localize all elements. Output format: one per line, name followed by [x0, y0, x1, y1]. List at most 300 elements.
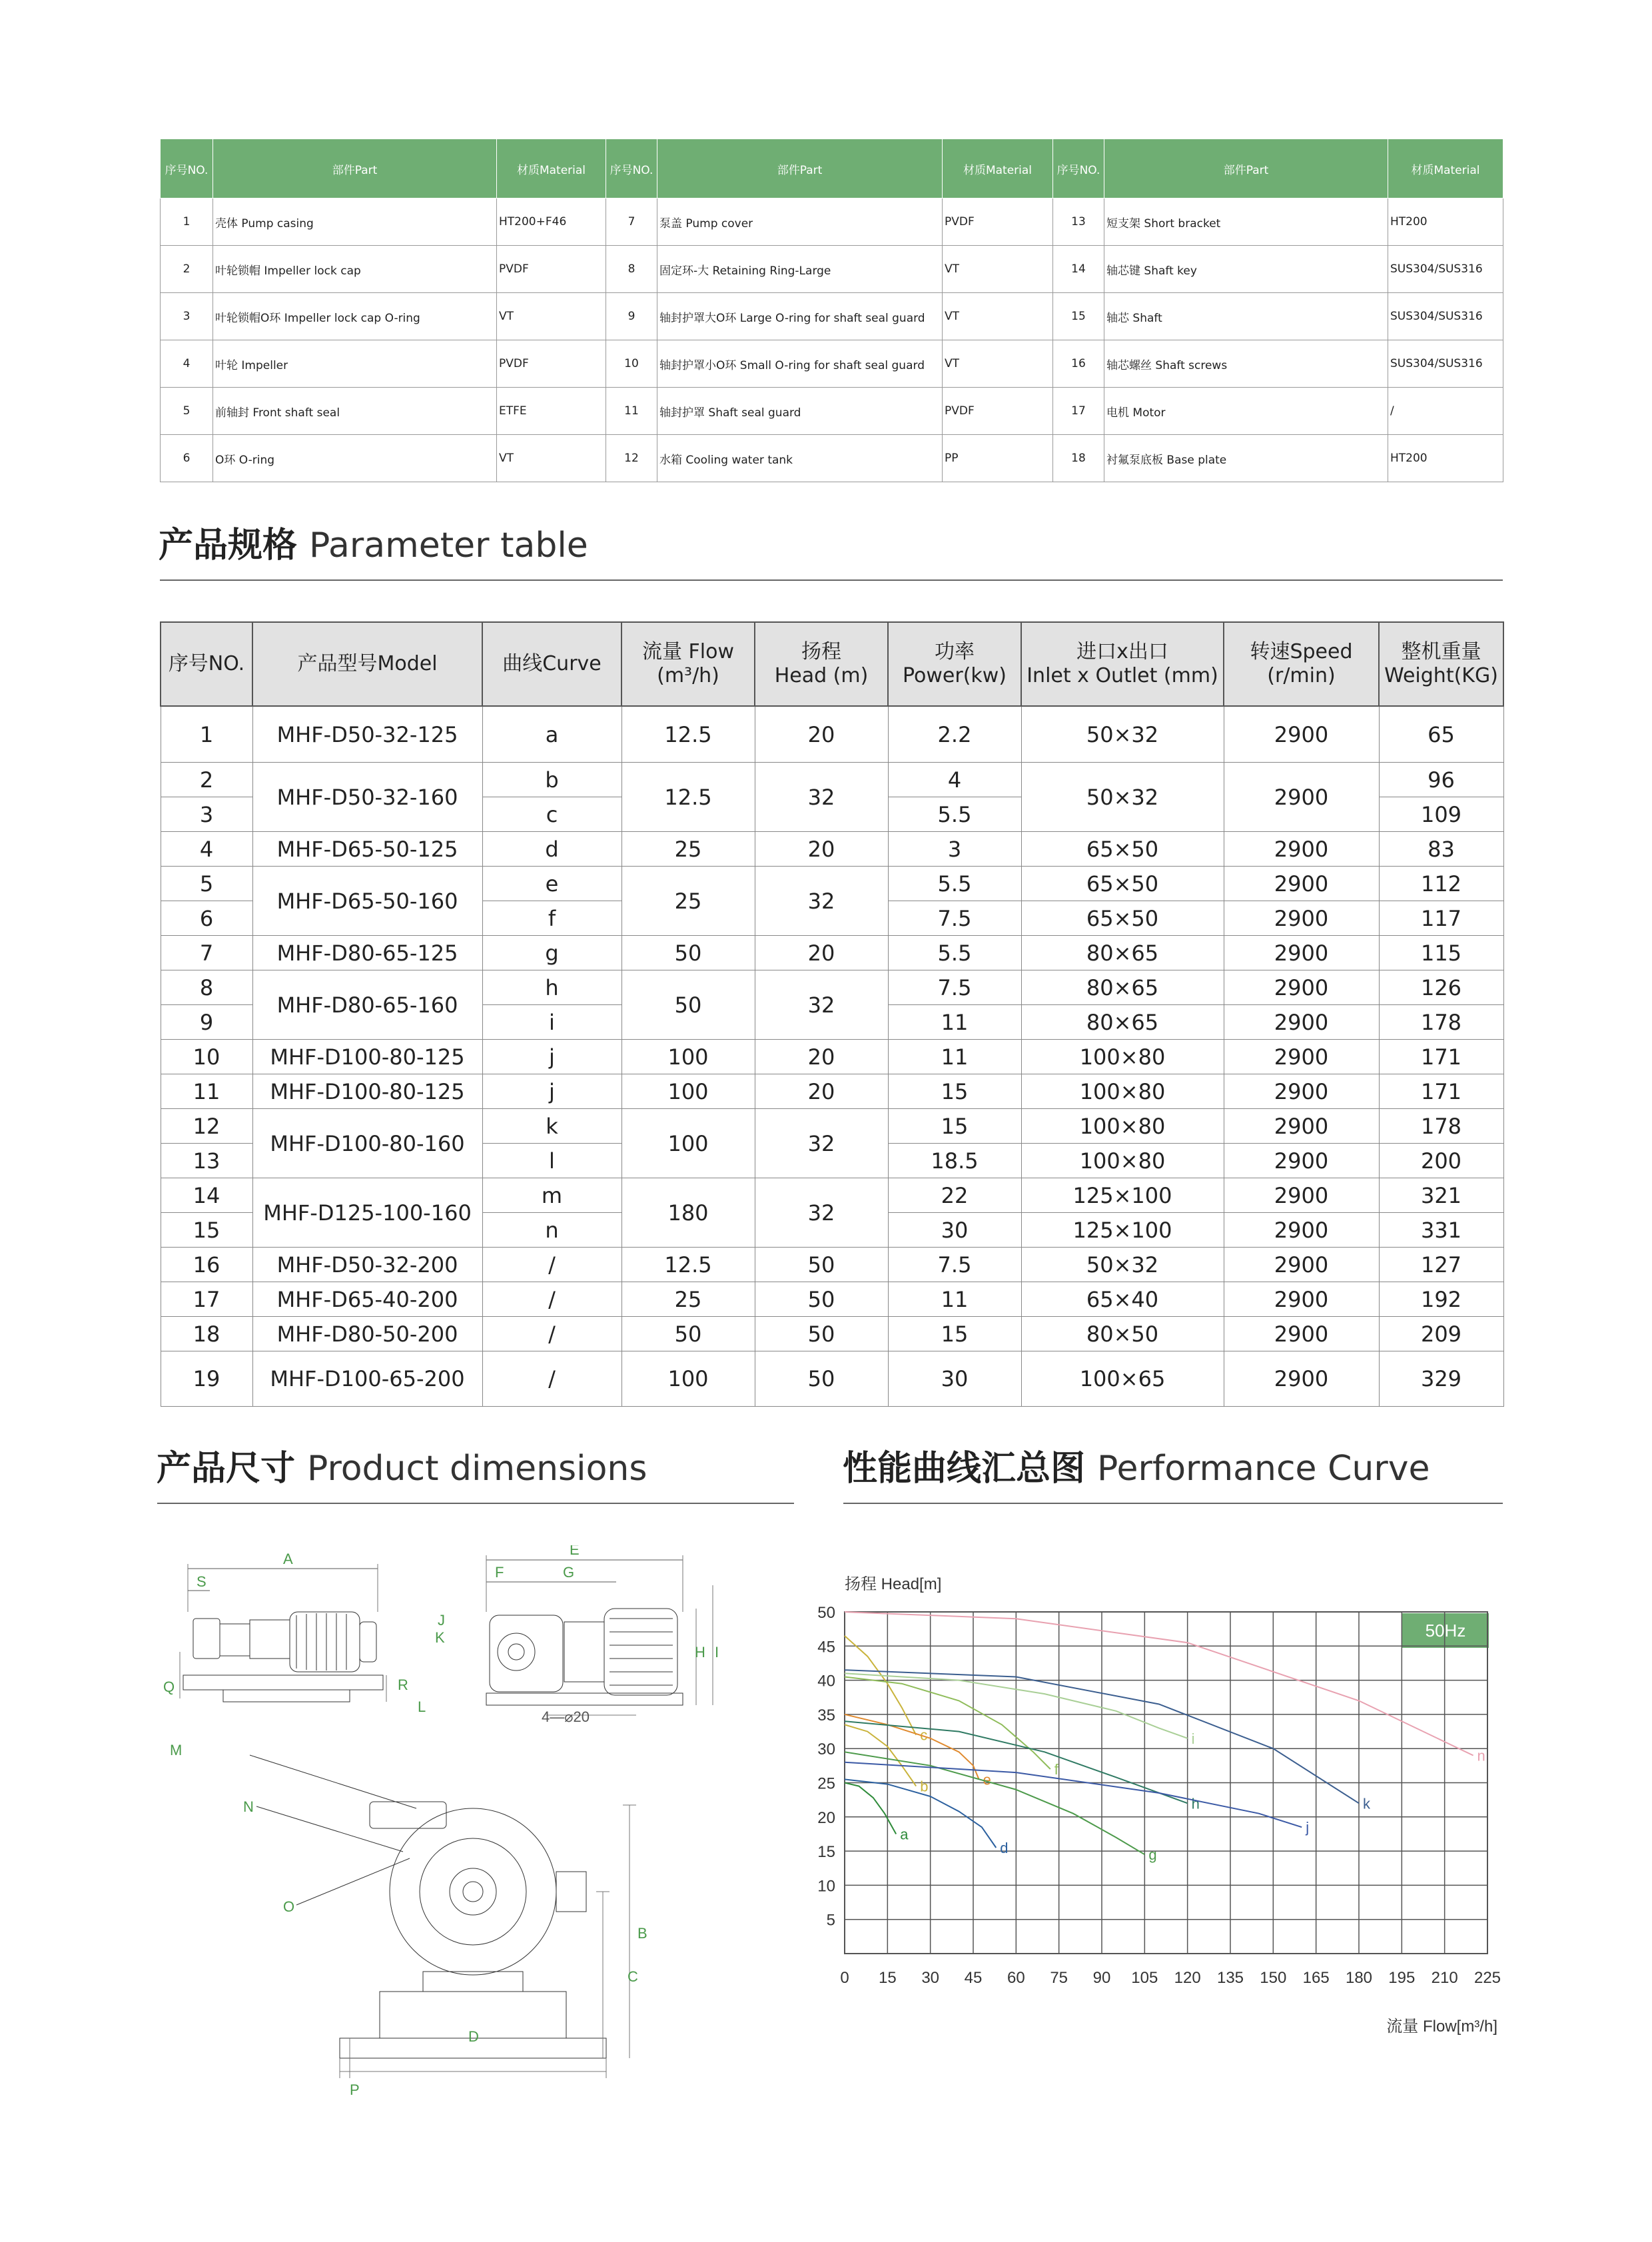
parameter-cell-speed: 2900 [1224, 1144, 1379, 1178]
curve-b [845, 1724, 916, 1786]
dim-label-o: O [283, 1898, 295, 1915]
parameter-cell-no: 15 [161, 1213, 252, 1248]
x-tick-label: 30 [921, 1969, 940, 1987]
dim-label-r: R [398, 1677, 408, 1693]
curve-label-f: f [1054, 1760, 1058, 1778]
parameter-cell-model: MHF-D100-80-160 [252, 1109, 482, 1178]
y-tick-label: 5 [826, 1911, 835, 1930]
parts-cell-part: 衬氟泵底板 Base plate [1104, 435, 1388, 482]
curve-f [845, 1677, 1050, 1770]
parameter-cell-io: 125×100 [1021, 1178, 1224, 1213]
parameter-cell-weight: 127 [1379, 1248, 1503, 1282]
parameter-cell-power: 15 [888, 1074, 1021, 1109]
parameter-row [161, 706, 1503, 763]
x-tick-label: 15 [878, 1969, 897, 1987]
parameter-cell-model: MHF-D100-80-125 [252, 1040, 482, 1074]
parameter-cell-speed: 2900 [1224, 1005, 1379, 1040]
x-tick-label: 105 [1131, 1969, 1158, 1987]
dim-label-m: M [170, 1742, 183, 1758]
x-tick-label: 210 [1431, 1969, 1458, 1987]
dim-label-k: K [435, 1629, 445, 1646]
header-inlet-outlet [1021, 622, 1224, 706]
parameter-cell-head: 20 [755, 1040, 888, 1074]
header-speed-1: 转速Speed [1250, 640, 1353, 663]
x-tick-label: 150 [1260, 1969, 1287, 1987]
parts-cell-no: 3 [161, 293, 213, 340]
dim-label-a: A [283, 1551, 293, 1567]
parameter-cell-power: 4 [888, 763, 1021, 797]
dimensions-title-en: Product dimensions [307, 1449, 647, 1489]
header-speed-2: (r/min) [1267, 664, 1336, 687]
dim-label-d: D [468, 2028, 479, 2045]
parameter-cell-io: 80×65 [1021, 936, 1224, 970]
parameter-cell-io: 125×100 [1021, 1213, 1224, 1248]
x-tick-label: 45 [964, 1969, 983, 1987]
parameter-cell-power: 7.5 [888, 1248, 1021, 1282]
parameter-cell-power: 22 [888, 1178, 1021, 1213]
parameter-cell-model: MHF-D80-50-200 [252, 1317, 482, 1351]
parameter-cell-power: 18.5 [888, 1144, 1021, 1178]
parameter-cell-power: 7.5 [888, 970, 1021, 1005]
parts-row [161, 340, 1503, 388]
parameter-cell-speed: 2900 [1224, 1248, 1379, 1282]
parameter-cell-speed: 2900 [1224, 936, 1379, 970]
parameter-cell-curve: / [482, 1351, 621, 1407]
x-tick-label: 135 [1216, 1969, 1244, 1987]
parts-cell-part: 前轴封 Front shaft seal [213, 388, 497, 435]
parameter-cell-io: 50×32 [1021, 706, 1224, 763]
parameter-cell-flow: 100 [621, 1040, 755, 1074]
header-no: 序号NO. [606, 139, 657, 198]
parts-cell-part: 轴封护罩大O环 Large O-ring for shaft seal guard [657, 293, 943, 340]
parameter-cell-head: 32 [755, 1109, 888, 1178]
x-tick-label: 0 [840, 1969, 849, 1987]
parameter-cell-weight: 109 [1379, 797, 1503, 832]
parameter-cell-flow: 100 [621, 1074, 755, 1109]
y-tick-label: 50 [817, 1604, 835, 1622]
parts-cell-no: 12 [606, 435, 657, 482]
header-weight [1379, 622, 1503, 706]
parameter-cell-head: 20 [755, 706, 888, 763]
parts-cell-part: 轴芯键 Shaft key [1104, 246, 1388, 293]
parts-cell-material: HT200+F46 [497, 198, 606, 246]
parts-cell-material: SUS304/SUS316 [1388, 340, 1503, 388]
dim-label-j: J [438, 1612, 445, 1629]
parameter-row [161, 763, 1503, 797]
parameter-cell-weight: 126 [1379, 970, 1503, 1005]
divider [843, 1503, 1503, 1504]
parameter-cell-model: MHF-D50-32-125 [252, 706, 482, 763]
parameter-cell-curve: m [482, 1178, 621, 1213]
curve-label-d: d [1000, 1839, 1009, 1856]
parts-cell-material: VT [943, 293, 1053, 340]
y-tick-label: 10 [817, 1877, 835, 1896]
parts-cell-no: 16 [1053, 340, 1104, 388]
parameter-row [161, 1040, 1503, 1074]
header-curve: 曲线Curve [482, 622, 621, 706]
dim-label-p: P [350, 2081, 360, 2098]
parameter-cell-curve: b [482, 763, 621, 797]
parameter-cell-speed: 2900 [1224, 706, 1379, 763]
parts-cell-material: HT200 [1388, 198, 1503, 246]
parameter-cell-flow: 100 [621, 1109, 755, 1178]
parameter-cell-power: 11 [888, 1282, 1021, 1317]
parts-cell-no: 17 [1053, 388, 1104, 435]
parameter-cell-flow: 180 [621, 1178, 755, 1248]
x-axis-label: 流量 Flow[m³/h] [1386, 2018, 1497, 2036]
divider [160, 579, 1503, 581]
header-head-2: Head (m) [774, 664, 869, 687]
parameter-cell-io: 100×80 [1021, 1144, 1224, 1178]
parameter-row [161, 1351, 1503, 1407]
parameter-cell-no: 19 [161, 1351, 252, 1407]
x-tick-label: 165 [1302, 1969, 1330, 1987]
parts-cell-material: VT [943, 340, 1053, 388]
curve-label-n: n [1477, 1747, 1485, 1764]
parameter-cell-speed: 2900 [1224, 867, 1379, 901]
parameter-cell-weight: 171 [1379, 1040, 1503, 1074]
parameter-cell-io: 65×50 [1021, 867, 1224, 901]
parameter-cell-speed: 2900 [1224, 1213, 1379, 1248]
header-power [888, 622, 1021, 706]
parameter-cell-flow: 25 [621, 832, 755, 867]
dimensions-title [157, 1440, 647, 1490]
parts-row [161, 388, 1503, 435]
curve-label-i: i [1191, 1730, 1195, 1747]
parts-cell-part: 固定环-大 Retaining Ring-Large [657, 246, 943, 293]
parameter-cell-no: 17 [161, 1282, 252, 1317]
parameter-cell-power: 7.5 [888, 901, 1021, 936]
dim-label-h: H [695, 1644, 705, 1661]
parameter-cell-io: 100×80 [1021, 1074, 1224, 1109]
parameter-cell-speed: 2900 [1224, 1074, 1379, 1109]
parts-cell-no: 8 [606, 246, 657, 293]
header-head [755, 622, 888, 706]
parameter-cell-io: 65×50 [1021, 832, 1224, 867]
parameter-cell-flow: 100 [621, 1351, 755, 1407]
parameter-row [161, 832, 1503, 867]
parameter-cell-head: 50 [755, 1351, 888, 1407]
parts-header-row [161, 139, 1503, 198]
x-tick-label: 225 [1473, 1969, 1501, 1987]
parameter-cell-weight: 96 [1379, 763, 1503, 797]
header-io-1: 进口x出口 [1076, 640, 1168, 663]
parameter-cell-model: MHF-D65-40-200 [252, 1282, 482, 1317]
parameter-cell-power: 5.5 [888, 936, 1021, 970]
parameter-cell-weight: 321 [1379, 1178, 1503, 1213]
parameter-cell-no: 5 [161, 867, 252, 901]
curve-j [845, 1762, 1302, 1828]
parameter-title [159, 517, 588, 567]
parameter-cell-model: MHF-D50-32-200 [252, 1248, 482, 1282]
header-part: 部件Part [213, 139, 497, 198]
curve-label-h: h [1191, 1795, 1200, 1812]
parameter-cell-head: 32 [755, 867, 888, 936]
y-tick-label: 30 [817, 1740, 835, 1759]
parts-cell-no: 13 [1053, 198, 1104, 246]
parameter-cell-head: 32 [755, 763, 888, 832]
parameter-cell-speed: 2900 [1224, 1109, 1379, 1144]
parameter-cell-weight: 178 [1379, 1109, 1503, 1144]
parts-cell-no: 5 [161, 388, 213, 435]
parameter-row [161, 1248, 1503, 1282]
curve-label-a: a [900, 1826, 909, 1843]
parameter-cell-speed: 2900 [1224, 1178, 1379, 1213]
parameter-cell-io: 80×65 [1021, 970, 1224, 1005]
parameter-cell-io: 50×32 [1021, 1248, 1224, 1282]
parameter-cell-curve: / [482, 1317, 621, 1351]
parts-cell-material: PVDF [497, 246, 606, 293]
y-tick-label: 25 [817, 1774, 835, 1793]
chart-series [845, 1612, 1485, 1863]
parameter-cell-curve: a [482, 706, 621, 763]
parts-cell-part: 水箱 Cooling water tank [657, 435, 943, 482]
header-no: 序号NO. [161, 139, 213, 198]
curve-a [845, 1783, 896, 1834]
y-tick-label: 15 [817, 1843, 835, 1862]
parameter-cell-speed: 2900 [1224, 1282, 1379, 1317]
parameter-cell-head: 50 [755, 1248, 888, 1282]
parameter-cell-io: 100×80 [1021, 1040, 1224, 1074]
parameter-cell-no: 2 [161, 763, 252, 797]
parameter-cell-speed: 2900 [1224, 1317, 1379, 1351]
parameter-row [161, 867, 1503, 901]
parameter-row [161, 1074, 1503, 1109]
parts-row [161, 435, 1503, 482]
parts-cell-no: 10 [606, 340, 657, 388]
parameter-row [161, 1317, 1503, 1351]
parameter-cell-curve: c [482, 797, 621, 832]
parts-cell-part: 叶轮锁帽 Impeller lock cap [213, 246, 497, 293]
parts-cell-no: 9 [606, 293, 657, 340]
parameter-cell-head: 32 [755, 1178, 888, 1248]
header-power-2: Power(kw) [902, 664, 1007, 687]
parameter-cell-curve: h [482, 970, 621, 1005]
parameter-cell-model: MHF-D100-80-125 [252, 1074, 482, 1109]
x-tick-label: 90 [1092, 1969, 1111, 1987]
curve-label-k: k [1363, 1795, 1370, 1812]
parameter-cell-weight: 192 [1379, 1282, 1503, 1317]
parameter-cell-curve: l [482, 1144, 621, 1178]
parameter-cell-weight: 171 [1379, 1074, 1503, 1109]
parameter-table [160, 621, 1504, 1407]
parameter-cell-curve: n [482, 1213, 621, 1248]
y-axis-label: 扬程 Head[m] [845, 1575, 942, 1593]
y-tick-label: 40 [817, 1672, 835, 1690]
parameter-cell-curve: k [482, 1109, 621, 1144]
header-model: 产品型号Model [252, 622, 482, 706]
parts-cell-no: 1 [161, 198, 213, 246]
parameter-cell-speed: 2900 [1224, 832, 1379, 867]
dimension-drawing [157, 1545, 756, 2111]
curve-label-b: b [920, 1778, 929, 1795]
header-material: 材质Material [943, 139, 1053, 198]
performance-chart [799, 1572, 1512, 2052]
parameter-cell-power: 11 [888, 1040, 1021, 1074]
parameter-cell-power: 2.2 [888, 706, 1021, 763]
parts-cell-material: PVDF [943, 198, 1053, 246]
parameter-row [161, 970, 1503, 1005]
performance-title-cn: 性能曲线汇总图 [843, 1449, 1086, 1489]
curve-label-c: c [920, 1726, 928, 1744]
parameter-cell-weight: 209 [1379, 1317, 1503, 1351]
dimensions-title-cn: 产品尺寸 [157, 1449, 296, 1489]
parameter-cell-speed: 2900 [1224, 901, 1379, 936]
x-tick-label: 120 [1174, 1969, 1201, 1987]
parameter-cell-io: 100×80 [1021, 1109, 1224, 1144]
parameter-cell-no: 3 [161, 797, 252, 832]
parts-cell-material: ETFE [497, 388, 606, 435]
parts-cell-material: PVDF [497, 340, 606, 388]
parts-cell-part: 轴芯 Shaft [1104, 293, 1388, 340]
parameter-cell-no: 9 [161, 1005, 252, 1040]
header-no: 序号NO. [1053, 139, 1104, 198]
parameter-cell-weight: 200 [1379, 1144, 1503, 1178]
parameter-cell-power: 30 [888, 1213, 1021, 1248]
parameter-header-row [161, 622, 1503, 706]
parts-cell-no: 15 [1053, 293, 1104, 340]
dim-label-s: S [197, 1573, 206, 1590]
parameter-cell-no: 16 [161, 1248, 252, 1282]
curve-label-e: e [983, 1771, 991, 1788]
dim-label-c: C [627, 1968, 638, 1985]
parameter-cell-power: 5.5 [888, 867, 1021, 901]
parameter-cell-power: 30 [888, 1351, 1021, 1407]
header-weight-2: Weight(KG) [1384, 664, 1498, 687]
parts-cell-no: 14 [1053, 246, 1104, 293]
parameter-cell-no: 10 [161, 1040, 252, 1074]
parts-cell-no: 6 [161, 435, 213, 482]
parameter-cell-curve: e [482, 867, 621, 901]
parameter-cell-curve: / [482, 1248, 621, 1282]
parameter-cell-head: 32 [755, 970, 888, 1040]
parameter-cell-flow: 50 [621, 1317, 755, 1351]
header-part: 部件Part [657, 139, 943, 198]
parameter-cell-curve: d [482, 832, 621, 867]
dim-label-f: F [495, 1564, 504, 1581]
parts-cell-part: 叶轮锁帽O环 Impeller lock cap O-ring [213, 293, 497, 340]
parameter-cell-no: 14 [161, 1178, 252, 1213]
x-tick-label: 180 [1345, 1969, 1373, 1987]
parameter-cell-head: 50 [755, 1282, 888, 1317]
parameter-cell-flow: 50 [621, 936, 755, 970]
parts-cell-material: VT [943, 246, 1053, 293]
parts-cell-material: HT200 [1388, 435, 1503, 482]
parameter-cell-no: 1 [161, 706, 252, 763]
parts-cell-no: 11 [606, 388, 657, 435]
parameter-cell-io: 80×50 [1021, 1317, 1224, 1351]
parts-row [161, 246, 1503, 293]
parts-row [161, 198, 1503, 246]
parameter-cell-model: MHF-D80-65-125 [252, 936, 482, 970]
parameter-cell-io: 65×40 [1021, 1282, 1224, 1317]
parameter-cell-io: 65×50 [1021, 901, 1224, 936]
parameter-cell-model: MHF-D65-50-125 [252, 832, 482, 867]
header-io-2: Inlet x Outlet (mm) [1027, 664, 1218, 687]
header-no: 序号NO. [161, 622, 252, 706]
parts-cell-part: 泵盖 Pump cover [657, 198, 943, 246]
header-power-1: 功率 [935, 640, 975, 663]
end-view [250, 1755, 636, 2078]
parts-cell-part: O环 O-ring [213, 435, 497, 482]
parameter-cell-power: 15 [888, 1317, 1021, 1351]
parameter-cell-no: 8 [161, 970, 252, 1005]
dim-label-i: I [715, 1644, 719, 1661]
parts-cell-material: SUS304/SUS316 [1388, 293, 1503, 340]
parameter-cell-curve: / [482, 1282, 621, 1317]
performance-title-en: Performance Curve [1097, 1449, 1430, 1489]
parameter-cell-weight: 117 [1379, 901, 1503, 936]
header-material: 材质Material [1388, 139, 1503, 198]
dim-label-n: N [243, 1798, 254, 1815]
parts-cell-part: 壳体 Pump casing [213, 198, 497, 246]
curve-label-g: g [1148, 1846, 1157, 1864]
parts-cell-no: 18 [1053, 435, 1104, 482]
parameter-cell-curve: j [482, 1074, 621, 1109]
header-material: 材质Material [497, 139, 606, 198]
parameter-cell-no: 6 [161, 901, 252, 936]
parameter-cell-weight: 65 [1379, 706, 1503, 763]
dim-label-g: G [563, 1564, 575, 1581]
parameter-cell-weight: 83 [1379, 832, 1503, 867]
curve-g [845, 1752, 1144, 1854]
parameter-cell-model: MHF-D80-65-160 [252, 970, 482, 1040]
parameter-cell-weight: 178 [1379, 1005, 1503, 1040]
parameter-cell-io: 100×65 [1021, 1351, 1224, 1407]
parameter-cell-model: MHF-D100-65-200 [252, 1351, 482, 1407]
parameter-cell-flow: 50 [621, 970, 755, 1040]
parameter-cell-weight: 112 [1379, 867, 1503, 901]
parameter-cell-flow: 12.5 [621, 706, 755, 763]
parameter-cell-no: 4 [161, 832, 252, 867]
curve-n [845, 1612, 1473, 1756]
header-flow [621, 622, 755, 706]
parameter-cell-head: 20 [755, 936, 888, 970]
parameter-cell-head: 20 [755, 832, 888, 867]
parts-cell-material: PP [943, 435, 1053, 482]
parts-table [160, 139, 1503, 482]
parameter-cell-speed: 2900 [1224, 763, 1379, 832]
parts-cell-part: 轴芯螺丝 Shaft screws [1104, 340, 1388, 388]
x-tick-label: 75 [1050, 1969, 1068, 1987]
parameter-cell-model: MHF-D65-50-160 [252, 867, 482, 936]
parameter-cell-power: 15 [888, 1109, 1021, 1144]
parameter-title-en: Parameter table [309, 526, 588, 565]
front-view [486, 1555, 713, 1715]
parts-cell-material: VT [497, 435, 606, 482]
parameter-cell-curve: i [482, 1005, 621, 1040]
parts-cell-part: 叶轮 Impeller [213, 340, 497, 388]
parameter-cell-io: 80×65 [1021, 1005, 1224, 1040]
parts-cell-part: 轴封护罩小O环 Small O-ring for shaft seal guard [657, 340, 943, 388]
parts-cell-part: 轴封护罩 Shaft seal guard [657, 388, 943, 435]
parameter-cell-flow: 25 [621, 867, 755, 936]
parts-row [161, 293, 1503, 340]
parameter-cell-power: 11 [888, 1005, 1021, 1040]
header-head-1: 扬程 [801, 640, 841, 663]
parameter-title-cn: 产品规格 [159, 526, 298, 565]
parameter-cell-no: 11 [161, 1074, 252, 1109]
side-view [180, 1564, 386, 1702]
header-weight-1: 整机重量 [1401, 640, 1481, 663]
parameter-cell-weight: 331 [1379, 1213, 1503, 1248]
parts-cell-material: VT [497, 293, 606, 340]
parameter-cell-no: 12 [161, 1109, 252, 1144]
parameter-cell-flow: 12.5 [621, 1248, 755, 1282]
parts-cell-no: 4 [161, 340, 213, 388]
parameter-cell-head: 50 [755, 1317, 888, 1351]
parameter-cell-speed: 2900 [1224, 1040, 1379, 1074]
